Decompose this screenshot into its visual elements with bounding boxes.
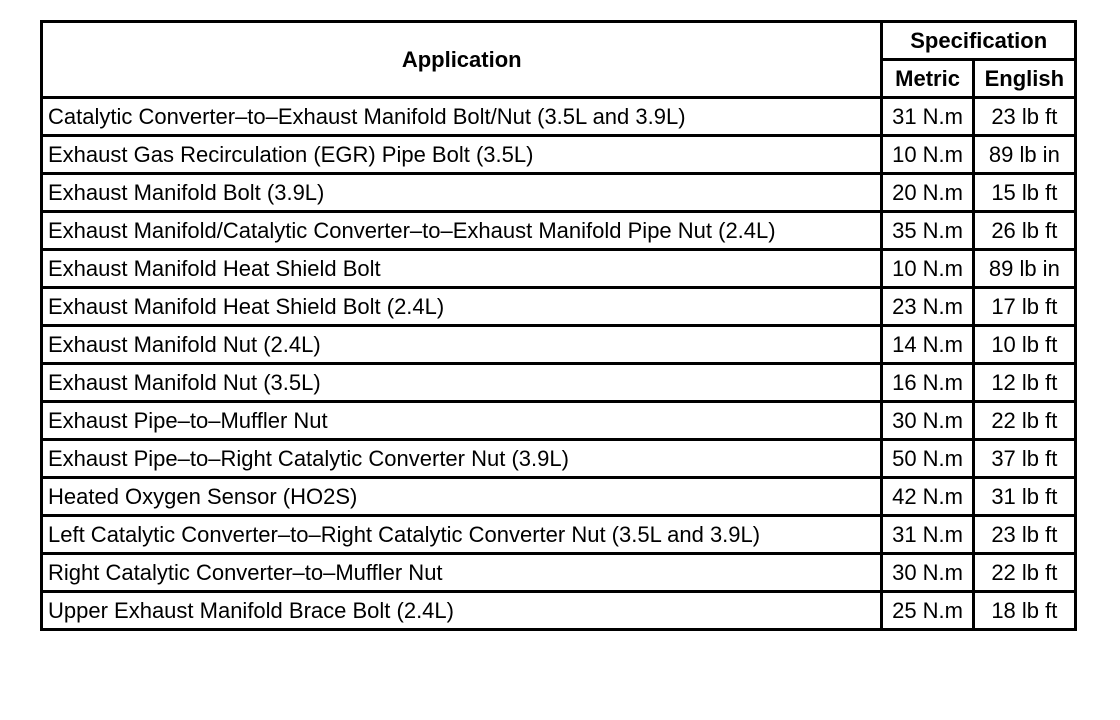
table-row	[42, 136, 1076, 174]
metric-value-cell: 10 N.m	[882, 136, 973, 174]
application-cell: Exhaust Gas Recirculation (EGR) Pipe Bolt (3.5L)	[42, 136, 882, 174]
table-row	[42, 364, 1076, 402]
english-value-cell: 26 lb ft	[973, 212, 1075, 250]
application-cell: Exhaust Manifold Nut (3.5L)	[42, 364, 882, 402]
table-row	[42, 174, 1076, 212]
application-cell: Catalytic Converter–to–Exhaust Manifold Bolt/Nut (3.5L and 3.9L)	[42, 98, 882, 136]
english-value-cell: 10 lb ft	[973, 326, 1075, 364]
metric-value-cell: 25 N.m	[882, 592, 973, 630]
metric-value-cell: 30 N.m	[882, 554, 973, 592]
application-cell: Exhaust Manifold Heat Shield Bolt (2.4L)	[42, 288, 882, 326]
header-row-top	[42, 22, 1076, 60]
table-row	[42, 592, 1076, 630]
application-cell: Exhaust Manifold Heat Shield Bolt	[42, 250, 882, 288]
table-row	[42, 478, 1076, 516]
metric-header: Metric	[882, 60, 973, 98]
metric-value-cell: 16 N.m	[882, 364, 973, 402]
english-value-cell: 23 lb ft	[973, 516, 1075, 554]
table-body	[42, 98, 1076, 630]
table-row	[42, 402, 1076, 440]
metric-value-cell: 35 N.m	[882, 212, 973, 250]
application-cell: Exhaust Manifold Bolt (3.9L)	[42, 174, 882, 212]
english-value-cell: 17 lb ft	[973, 288, 1075, 326]
english-value-cell: 22 lb ft	[973, 402, 1075, 440]
metric-value-cell: 31 N.m	[882, 516, 973, 554]
english-value-cell: 12 lb ft	[973, 364, 1075, 402]
table-row	[42, 554, 1076, 592]
english-value-cell: 22 lb ft	[973, 554, 1075, 592]
application-cell: Exhaust Pipe–to–Right Catalytic Converter Nut (3.9L)	[42, 440, 882, 478]
table-row	[42, 98, 1076, 136]
table-row	[42, 516, 1076, 554]
application-cell: Heated Oxygen Sensor (HO2S)	[42, 478, 882, 516]
application-cell: Left Catalytic Converter–to–Right Catalytic Converter Nut (3.5L and 3.9L)	[42, 516, 882, 554]
metric-value-cell: 23 N.m	[882, 288, 973, 326]
specification-header: Specification	[882, 22, 1076, 60]
metric-value-cell: 14 N.m	[882, 326, 973, 364]
application-cell: Right Catalytic Converter–to–Muffler Nut	[42, 554, 882, 592]
application-cell: Exhaust Pipe–to–Muffler Nut	[42, 402, 882, 440]
table-row	[42, 326, 1076, 364]
english-value-cell: 23 lb ft	[973, 98, 1075, 136]
application-cell: Upper Exhaust Manifold Brace Bolt (2.4L)	[42, 592, 882, 630]
metric-value-cell: 30 N.m	[882, 402, 973, 440]
english-value-cell: 15 lb ft	[973, 174, 1075, 212]
table-row	[42, 250, 1076, 288]
english-value-cell: 18 lb ft	[973, 592, 1075, 630]
metric-value-cell: 42 N.m	[882, 478, 973, 516]
application-cell: Exhaust Manifold/Catalytic Converter–to–Exhaust Manifold Pipe Nut (2.4L)	[42, 212, 882, 250]
metric-value-cell: 31 N.m	[882, 98, 973, 136]
english-value-cell: 89 lb in	[973, 136, 1075, 174]
application-cell: Exhaust Manifold Nut (2.4L)	[42, 326, 882, 364]
metric-value-cell: 20 N.m	[882, 174, 973, 212]
table-row	[42, 440, 1076, 478]
table-row	[42, 212, 1076, 250]
english-value-cell: 31 lb ft	[973, 478, 1075, 516]
application-header: Application	[42, 22, 882, 98]
english-value-cell: 37 lb ft	[973, 440, 1075, 478]
table-row	[42, 288, 1076, 326]
english-header: English	[973, 60, 1075, 98]
english-value-cell: 89 lb in	[973, 250, 1075, 288]
metric-value-cell: 50 N.m	[882, 440, 973, 478]
metric-value-cell: 10 N.m	[882, 250, 973, 288]
fastener-specification-table	[40, 20, 1077, 631]
